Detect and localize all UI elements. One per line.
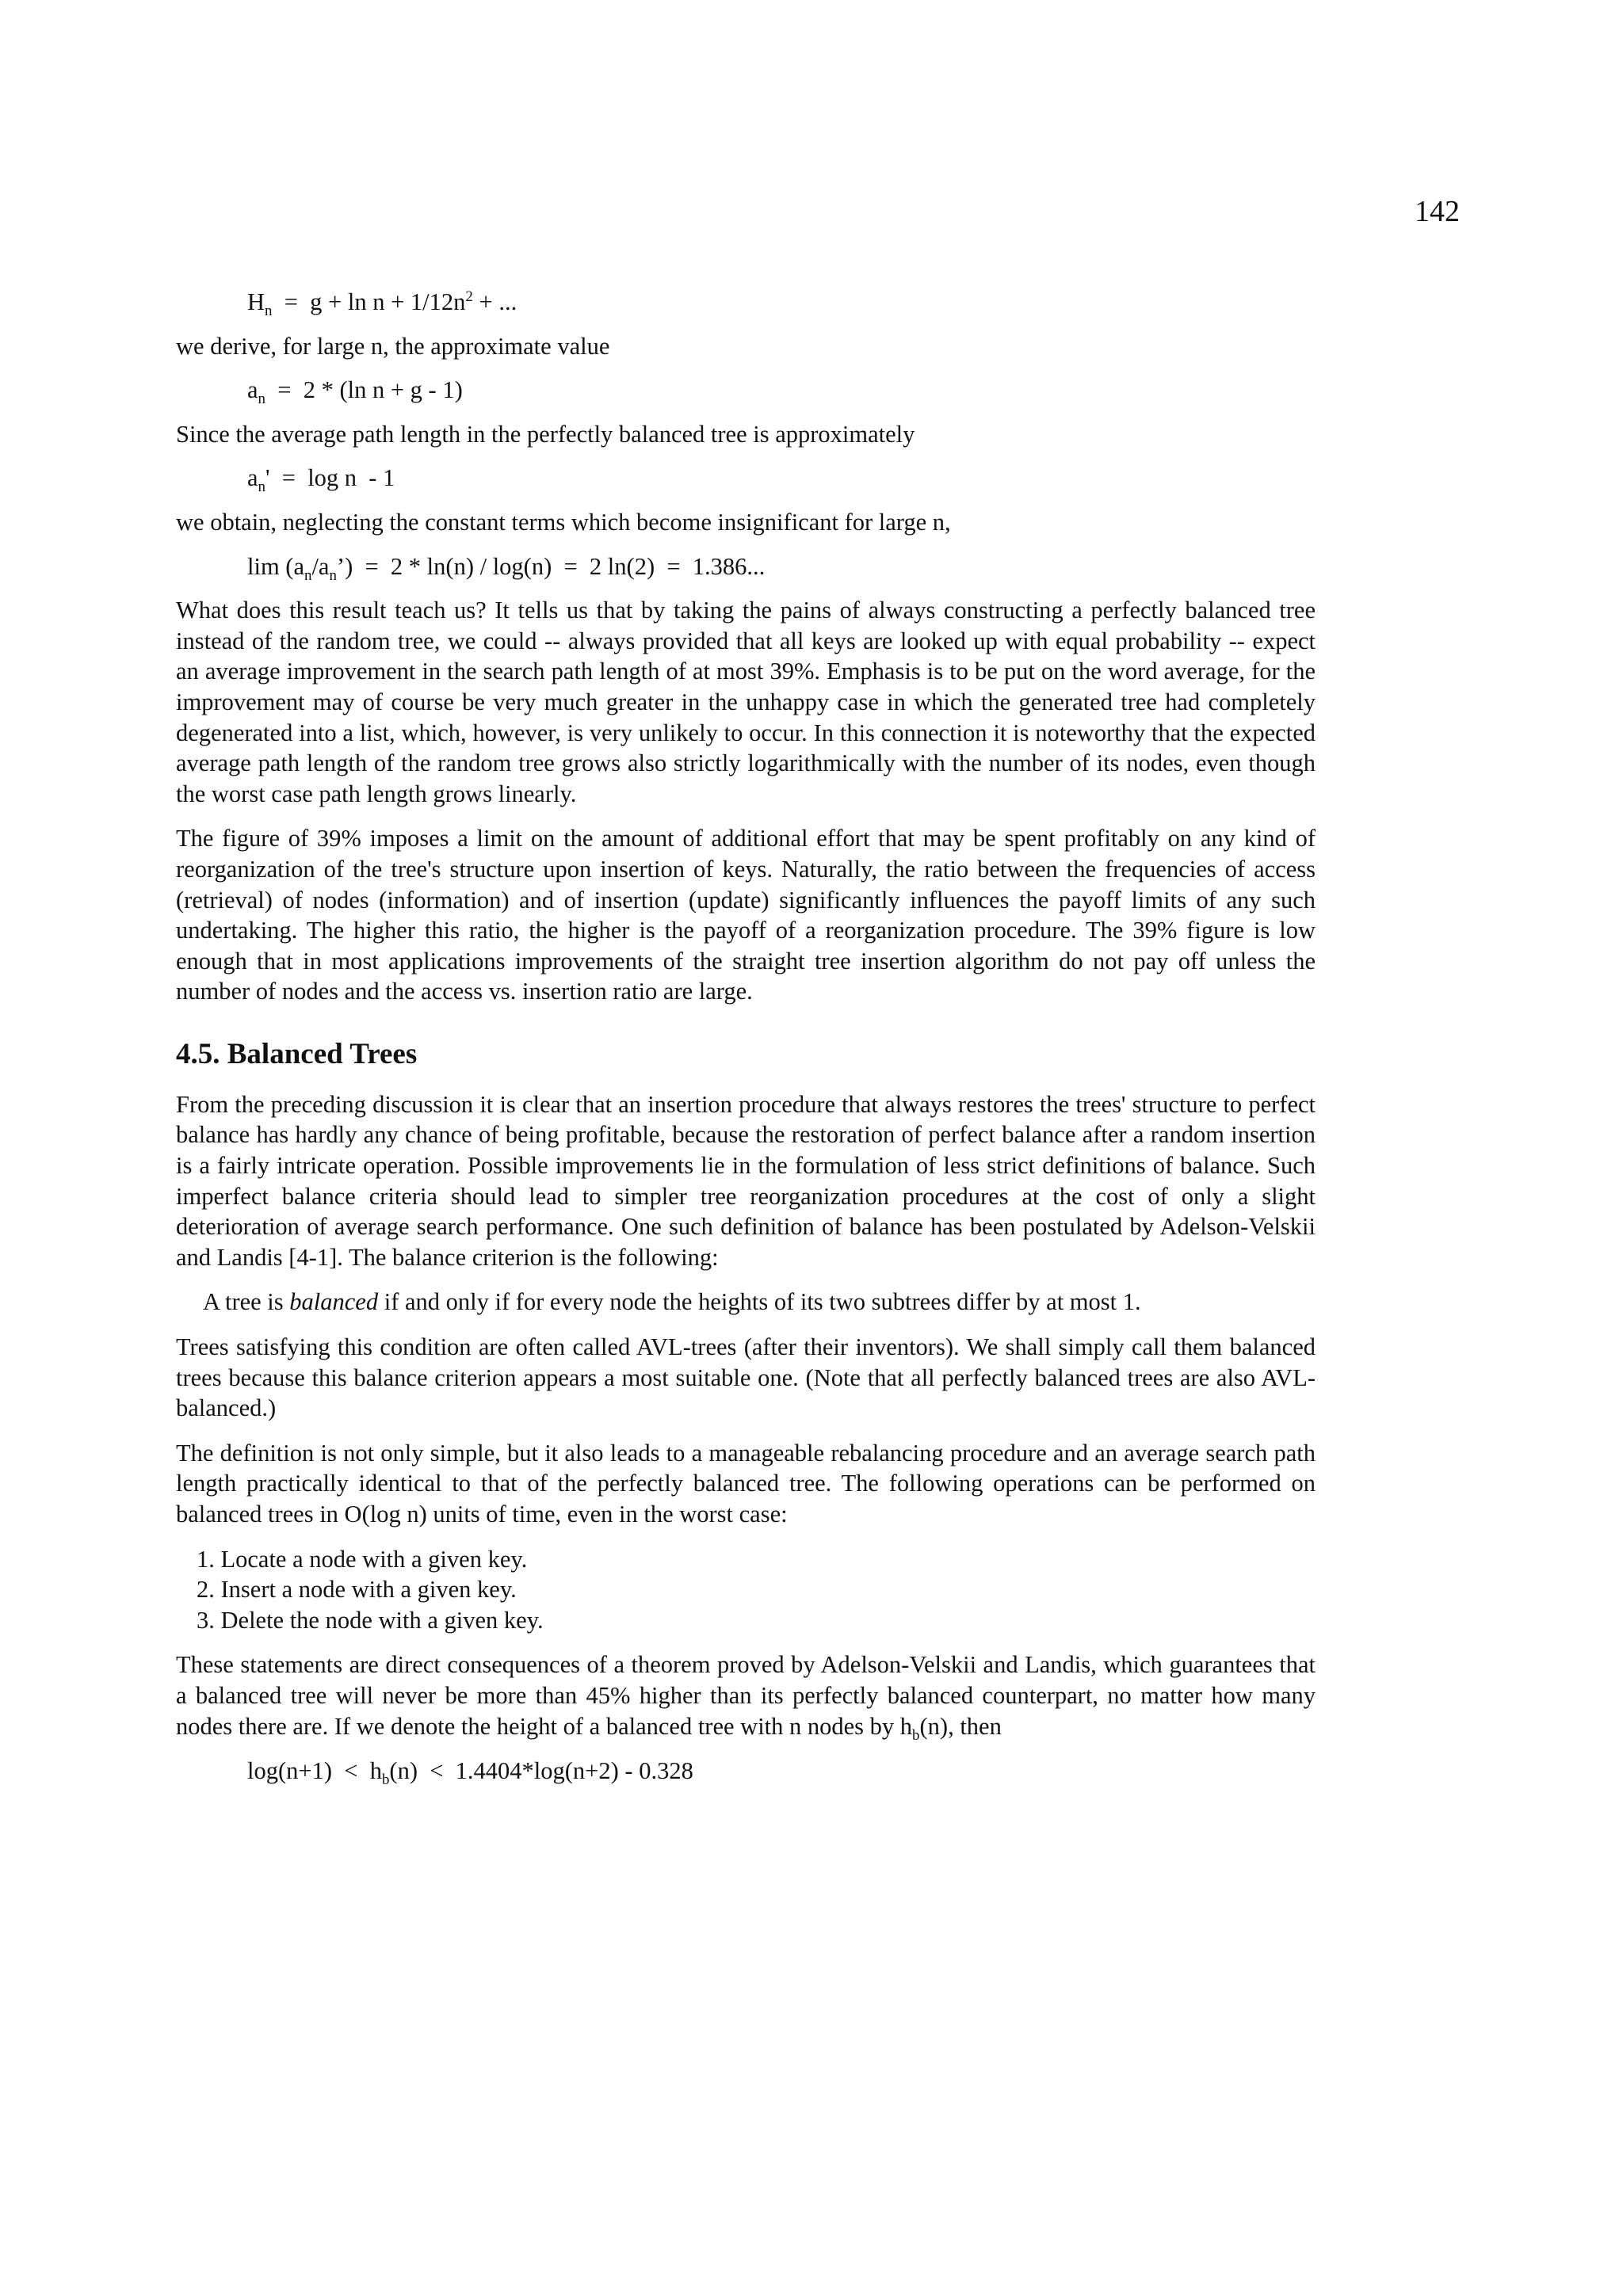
balance-definition xyxy=(203,1287,1316,1318)
list-item: 2. Insert a node with a given key. xyxy=(197,1576,517,1604)
paragraph-figure-39: The figure of 39% imposes a limit on the amount of additional effort that may be spent profitably on any kind of reorganization of the tree's structure upon insertion of keys. Naturally, the ratio between the frequencies of access (retrieval) of nodes (information) and of insertion (update) significantly influences the payoff limits of any such undertaking. The higher this ratio, the higher is the payoff of a reorganization procedure. The 39% figure is low enough that in most applications improvements of the straight tree insertion algorithm do not pay off unless the number of nodes and the access vs. insertion ratio are large. xyxy=(176,825,1316,1005)
text-since: Since the average path length in the perfectly balanced tree is approximately xyxy=(176,420,915,448)
paragraph-statements xyxy=(176,1650,1316,1744)
paragraph-preceding: From the preceding discussion it is clear that an insertion procedure that always restores the trees' structure to perfect balance has hardly any chance of being profitable, because the restoration of perfect balance after a random insertion is a fairly intricate operation. Possible improvements lie in the formulation of less strict definitions of balance. Such imperfect balance criteria should lead to simpler tree reorganization procedures at the cost of only a slight deterioration of average search performance. One such definition of balance has been postulated by Adelson-Velskii and Landis [4-1]. The balance criterion is the following: xyxy=(176,1090,1316,1271)
formula-subscript: n xyxy=(304,566,312,584)
formula-part: lim (a xyxy=(247,552,304,580)
formula-subscript: b xyxy=(912,1726,920,1744)
definition-text: if and only if for every node the heights of its two subtrees differ by at most 1. xyxy=(378,1288,1141,1316)
formula-subscript: n xyxy=(329,566,337,584)
formula-body: = 2 * (ln n + g - 1) xyxy=(265,376,463,404)
formula-var: a xyxy=(247,464,258,492)
list-item: 3. Delete the node with a given key. xyxy=(197,1606,544,1634)
formula-average-path xyxy=(247,375,1316,406)
page-number: 142 xyxy=(1415,195,1460,228)
paragraph-result: What does this result teach us? It tells us that by taking the pains of always constructing a perfectly balanced tree instead of the random tree, we could -- always provided that all keys are looked up with equal probability -- expect an average improvement in the search path length of at most 39%. Emphasis is to be put on the word average, for the improvement may of course be very much greater in the unhappy case in which the generated tree had completely degenerated into a list, which, however, is very unlikely to occur. In this connection it is noteworthy that the expected average path length of the random tree grows also strictly logarithmically with the number of its nodes, even though the worst case path length grows linearly. xyxy=(176,597,1316,807)
definition-text: A tree is xyxy=(203,1288,290,1316)
formula-balanced-path xyxy=(247,463,1316,494)
operations-list xyxy=(197,1544,1316,1636)
formula-subscript: n xyxy=(265,303,273,320)
paragraph-tail: (n), then xyxy=(919,1712,1002,1740)
formula-var: H xyxy=(247,288,265,315)
paragraph-avl: Trees satisfying this condition are often called AVL-trees (after their inventors). We shall simply call them balanced trees because this balance criterion appears a most suitable one. (Note that all perfectly balanced trees are also AVL-balanced.) xyxy=(176,1333,1316,1422)
formula-tail: + ... xyxy=(472,288,517,315)
formula-subscript: n xyxy=(258,391,265,408)
formula-body: = g + ln n + 1/12n xyxy=(272,288,466,315)
formula-part: (n) < 1.4404*log(n+2) - 0.328 xyxy=(389,1757,693,1785)
text-derive: we derive, for large n, the approximate value xyxy=(176,332,610,360)
formula-subscript: b xyxy=(381,1772,390,1789)
formula-superscript: 2 xyxy=(465,288,473,305)
formula-harmonic xyxy=(247,287,1316,318)
text-obtain: we obtain, neglecting the constant terms which become insignificant for large n, xyxy=(176,508,951,536)
definition-emphasis: balanced xyxy=(289,1288,379,1316)
formula-var: a xyxy=(247,376,258,404)
paragraph-definition: The definition is not only simple, but it also leads to a manageable rebalancing procedure and an average search path length practically identical to that of the perfectly balanced tree. The following operations can be performed on balanced trees in O(log n) units of time, even in the worst case: xyxy=(176,1439,1316,1527)
list-item: 1. Locate a node with a given key. xyxy=(197,1545,528,1573)
formula-limit xyxy=(247,551,1316,582)
paragraph-text: These statements are direct consequences of a theorem proved by Adelson-Velskii and Landis, which guarantees that a balanced tree will never be more than 45% higher than its perfectly balanced counterpart, no matter how many nodes there are. If we denote the height of a balanced tree with n nodes by h xyxy=(176,1651,1316,1740)
formula-part: log(n+1) < h xyxy=(247,1757,382,1785)
formula-part: /a xyxy=(311,552,330,580)
formula-height-bound xyxy=(247,1756,1316,1787)
page-content xyxy=(176,287,1316,1800)
formula-part: ’) = 2 * ln(n) / log(n) = 2 ln(2) = 1.386... xyxy=(336,552,766,580)
formula-subscript: n xyxy=(258,479,265,496)
section-heading: 4.5. Balanced Trees xyxy=(176,1037,418,1070)
formula-body: ' = log n - 1 xyxy=(265,464,395,492)
